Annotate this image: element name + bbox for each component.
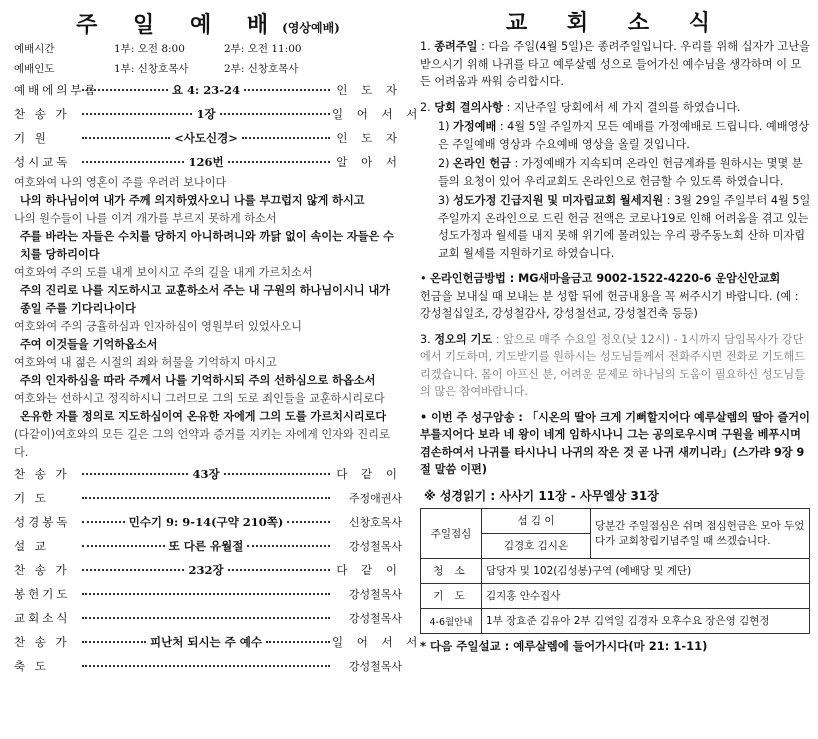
order-middle bbox=[80, 130, 332, 146]
dot-leader bbox=[82, 137, 170, 139]
decision-head: 성도가정 긴급지원 및 미자립교회 월세지원 bbox=[453, 194, 664, 207]
congregation-line: 온유한 자를 정의로 지도하심이여 온유한 자에게 그의 도를 가르치시리로다 bbox=[20, 410, 387, 423]
worship-meta bbox=[14, 38, 402, 78]
dot-leader bbox=[228, 569, 330, 571]
decision-item bbox=[438, 192, 812, 262]
worship-title bbox=[14, 8, 402, 38]
decision-number: 2) bbox=[438, 157, 450, 170]
order-leader: 신창호목사 bbox=[348, 516, 402, 529]
order-row bbox=[14, 102, 423, 126]
order-middle bbox=[80, 514, 332, 530]
decision-number: 1) bbox=[438, 120, 450, 133]
order-row bbox=[14, 630, 423, 654]
order-value: 또 다른 유월절 bbox=[168, 539, 244, 553]
cleaning-value: 담당자 및 102(김성봉)구역 (예배당 및 계단) bbox=[482, 558, 810, 583]
dot-leader bbox=[82, 545, 165, 547]
dot-leader bbox=[82, 89, 168, 91]
news-item-session bbox=[420, 99, 812, 263]
order-row bbox=[14, 558, 402, 582]
order-leader: 강성철목사 bbox=[348, 660, 402, 673]
dot-leader bbox=[247, 545, 330, 547]
congregation-line: 주의 진리로 나를 지도하시고 교훈하소서 주는 내 구원의 하나님이시니 내가 종일 주를 기다리나이다 bbox=[20, 284, 391, 315]
meta-key: 예배인도 bbox=[14, 62, 55, 75]
order-row bbox=[14, 462, 402, 486]
order-value: 요 4: 23-24 bbox=[171, 83, 241, 97]
order-leader: 강성철목사 bbox=[348, 612, 402, 625]
order-leader: 주정애권사 bbox=[348, 492, 402, 505]
dot-leader bbox=[242, 137, 330, 139]
responsive-reading bbox=[14, 174, 402, 462]
dot-leader bbox=[224, 473, 330, 475]
leader-line: 나의 원수들이 나를 이겨 개가를 부르지 못하게 하소서 bbox=[14, 212, 277, 225]
left-column bbox=[14, 0, 423, 678]
congregation-line: 주의 인자하심을 따라 주께서 나를 기억하시되 주의 선하심으로 하옵소서 bbox=[20, 374, 376, 387]
congregation-line: 주여 이것들을 기억하옵소서 bbox=[20, 338, 158, 351]
order-middle bbox=[80, 538, 332, 554]
meta-second: 2부: 신창호목사 bbox=[224, 62, 299, 75]
dot-leader bbox=[82, 113, 192, 115]
leader-line: 여호와여 내 젊은 시절의 죄와 허물을 기억하지 마시고 bbox=[14, 356, 277, 369]
item-head: 종려주일 bbox=[434, 40, 478, 53]
order-value: 민수기 9: 9-14(구약 210쪽) bbox=[128, 515, 284, 529]
right-column bbox=[420, 0, 812, 654]
order-value: 232장 bbox=[188, 563, 224, 577]
dot-leader bbox=[82, 617, 330, 619]
item-number: 2. bbox=[420, 100, 431, 114]
dot-leader bbox=[266, 641, 330, 643]
item-number: 1. bbox=[420, 40, 431, 53]
order-leader: 다 같 이 bbox=[336, 467, 402, 481]
dot-leader bbox=[287, 521, 330, 523]
order-leader: 인 도 자 bbox=[336, 83, 402, 97]
order-label: 찬 송 가 bbox=[14, 467, 70, 481]
decision-head: 온라인 헌금 bbox=[453, 157, 511, 170]
order-label: 설 교 bbox=[14, 539, 49, 553]
meta-key: 예배시간 bbox=[14, 42, 55, 55]
order-middle bbox=[80, 82, 332, 98]
order-middle bbox=[80, 634, 332, 650]
order-leader: 다 같 이 bbox=[336, 563, 402, 577]
item-text: : 다음 주일(4월 5일)은 종려주일입니다. 우리를 위해 십자가 고난을 받으시기 위해 나귀를 타고 예루살렘 성으로 들어가신 예수님을 생각하며 이 모든 어려움과 싸워 승리합시다. bbox=[420, 40, 810, 88]
online-text: 헌금을 보내실 때 보내는 분 성함 뒤에 헌금내용을 꼭 써주시기 바랍니다. (예 : 강성철십일조, 강성철감사, 강성철선교, 강성철건축 등등) bbox=[420, 289, 799, 320]
item-head: 정오의 기도 bbox=[434, 332, 493, 346]
order-of-service-bottom bbox=[14, 462, 423, 678]
order-middle bbox=[80, 154, 332, 170]
order-leader: 강성철목사 bbox=[348, 540, 402, 553]
lunch-note: 당분간 주일점심은 쉬며 점심헌금은 모아 두었다가 교회창립기념주일 때 쓰겠습니다. bbox=[591, 508, 810, 558]
decision-item bbox=[438, 155, 812, 190]
online-head: 온라인헌금방법 : MG새마을금고 9002-1522-4220-6 운암신안교회 bbox=[430, 272, 781, 285]
order-label: 기 도 bbox=[14, 491, 49, 505]
worship-title-text: 주 일 예 배 bbox=[76, 12, 283, 38]
order-row bbox=[14, 510, 402, 534]
leader-line: 여호와여 나의 영혼이 주를 우러러 보나이다 bbox=[14, 176, 227, 189]
prayer-label: 기 도 bbox=[421, 583, 482, 608]
congregation-line: 주를 바라는 자들은 수치를 당하지 아니하려니와 까닭 없이 속이는 자들은 수치를 당하리이다 bbox=[20, 230, 394, 261]
dot-leader bbox=[220, 113, 330, 115]
dot-leader bbox=[82, 497, 330, 499]
item-text: : 앞으로 매주 수요일 정오(낮 12시) - 1시까지 담임목사가 강단에서 기도하며, 기도받기를 원하시는 성도님들께서 전화주시면 전화로 기도해드리겠습니다. 몸이 아프신 분, 어려운 문제로 하나님의 도움이 필요하신 성도님들의 많은 참여바랍니다. bbox=[420, 332, 806, 398]
prayer-value: 김지홍 안수집사 bbox=[482, 583, 810, 608]
order-row bbox=[14, 126, 402, 150]
meta-row bbox=[14, 38, 402, 58]
decision-number: 3) bbox=[438, 194, 450, 207]
order-middle bbox=[80, 106, 332, 122]
order-row bbox=[14, 582, 402, 606]
meta-first: 1부: 오전 8:00 bbox=[114, 42, 185, 55]
order-label: 축 도 bbox=[14, 659, 49, 673]
dot-leader bbox=[82, 473, 188, 475]
bible-reading: ※ 성경읽기 : 사사기 11장 - 사무엘상 31장 bbox=[424, 488, 659, 503]
order-row bbox=[14, 654, 402, 678]
order-leader: 일 어 서 서 bbox=[332, 107, 423, 121]
order-row bbox=[14, 534, 402, 558]
news-item-palm-sunday bbox=[420, 38, 812, 91]
lunch-servers-head: 섬 김 이 bbox=[482, 508, 591, 533]
decision-text: : 가정예배가 지속되며 온라인 헌금계좌를 원하시는 몇몇 분들의 요청이 있어 우리교회도 온라인으로 헌금할 수 있도록 하였습니다. bbox=[438, 157, 803, 188]
online-offering bbox=[420, 270, 812, 323]
dot-leader bbox=[228, 161, 330, 163]
meta-row bbox=[14, 58, 402, 78]
decision-text: : 4월 5일 주일까지 모든 예배를 가정예배로 드립니다. 예배영상은 주일예배 영상과 수요예배 영상을 올릴 것입니다. bbox=[438, 120, 810, 151]
order-label: 성시교독 bbox=[14, 155, 71, 169]
worship-title-note: (영상예배) bbox=[282, 21, 340, 35]
order-middle bbox=[80, 617, 332, 619]
month-label: 4-6월안내 bbox=[421, 608, 482, 633]
order-row bbox=[14, 606, 402, 630]
bullet-icon: • bbox=[420, 410, 428, 424]
order-leader: 알 아 서 bbox=[336, 155, 402, 169]
cleaning-label: 청 소 bbox=[421, 558, 482, 583]
session-decisions bbox=[420, 118, 812, 262]
month-value: 1부 장효준 김유아 2부 김역일 김경자 오후수요 장은영 김현정 bbox=[482, 608, 810, 633]
order-value: 126번 bbox=[188, 155, 224, 169]
item-text: : 지난주일 당회에서 세 가지 결의를 하였습니다. bbox=[506, 100, 741, 114]
meta-first: 1부: 신창호목사 bbox=[114, 62, 189, 75]
order-label: 봉헌기도 bbox=[14, 587, 71, 601]
leader-line: 여호와는 선하시고 정직하시니 그러므로 그의 도로 죄인들을 교훈하시리로다 bbox=[14, 392, 385, 405]
dot-leader bbox=[82, 521, 125, 523]
order-row bbox=[14, 78, 402, 102]
dot-leader bbox=[82, 641, 146, 643]
dot-leader bbox=[82, 569, 184, 571]
bullet-icon: • bbox=[420, 272, 427, 285]
order-middle bbox=[80, 497, 332, 499]
item-number: 3. bbox=[420, 332, 431, 346]
order-value: 1장 bbox=[196, 107, 216, 121]
order-label: 찬 송 가 bbox=[14, 107, 70, 121]
order-middle bbox=[80, 665, 332, 667]
dot-leader bbox=[244, 89, 330, 91]
dot-leader bbox=[82, 593, 330, 595]
congregation-line: 나의 하나님이여 내가 주께 의지하였사오니 나를 부끄럽지 않게 하시고 bbox=[20, 194, 365, 207]
order-value: 43장 bbox=[192, 467, 220, 481]
order-of-service-top bbox=[14, 78, 423, 174]
decision-item bbox=[438, 118, 812, 153]
lunch-label: 주일점심 bbox=[421, 508, 482, 558]
order-label: 기 원 bbox=[14, 131, 49, 145]
news-item-noon-prayer bbox=[420, 331, 812, 401]
leader-line: 여호와여 주의 긍휼하심과 인자하심이 영원부터 있었사오니 bbox=[14, 320, 302, 333]
order-middle bbox=[80, 593, 332, 595]
service-table bbox=[420, 508, 810, 634]
item-head: 당회 결의사항 bbox=[434, 100, 503, 114]
order-label: 찬 송 가 bbox=[14, 563, 70, 577]
order-leader: 인 도 자 bbox=[336, 131, 402, 145]
order-label: 성경봉독 bbox=[14, 515, 71, 529]
order-leader: 일 어 서 서 bbox=[332, 635, 423, 649]
decision-text: : 3월 29일 주일부터 4월 5일 주일까지 온라인으로 드린 헌금 전액은 코로나19로 인해 어려움을 겪고 있는 성도가정과 월세를 내지 못해 위기에 몰려있는 우리 광주동노회 산하 미자립교회 월세를 지원하기로 하였습니다. bbox=[438, 194, 811, 260]
news-title: 교 회 소 식 bbox=[506, 10, 726, 36]
leader-line: 여호와여 주의 도를 내게 보이시고 주의 길을 내게 가르치소서 bbox=[14, 266, 313, 279]
order-value: <사도신경> bbox=[174, 131, 238, 145]
order-middle bbox=[80, 466, 332, 482]
lunch-servers: 김경호 김시온 bbox=[482, 533, 591, 558]
order-row bbox=[14, 486, 402, 510]
order-label: 교회소식 bbox=[14, 611, 71, 625]
verse-lead: 이번 주 성구암송 : bbox=[431, 410, 523, 424]
verse-text: 「시온의 딸아 크게 기뻐할지어다 예루살렘의 딸아 즐거이 부를지어다 보라 네 왕이 네게 임하시나니 그는 공의로우시며 구원을 베푸시며 겸손하여서 나귀를 타시나니 나귀의 작은 것 곧 나귀 새끼니라」(스가랴 9장 9절 말씀 이편) bbox=[420, 410, 810, 476]
order-value: 피난처 되시는 주 예수 bbox=[150, 635, 262, 649]
meta-second: 2부: 오전 11:00 bbox=[224, 42, 302, 55]
order-label: 예배에의부름 bbox=[14, 83, 99, 97]
decision-head: 가정예배 bbox=[453, 120, 497, 133]
order-row bbox=[14, 150, 402, 174]
next-sermon: * 다음 주일설교 : 예루살렘에 들어가시다(마 21: 1-11) bbox=[420, 638, 708, 653]
dot-leader bbox=[82, 161, 184, 163]
order-leader: 강성철목사 bbox=[348, 588, 402, 601]
order-label: 찬 송 가 bbox=[14, 635, 70, 649]
dot-leader bbox=[82, 665, 330, 667]
leader-line: (다같이)여호와의 모든 길은 그의 언약과 증거를 지키는 자에게 인자와 진리로다. bbox=[14, 428, 390, 459]
order-middle bbox=[80, 562, 332, 578]
memory-verse bbox=[420, 409, 812, 479]
